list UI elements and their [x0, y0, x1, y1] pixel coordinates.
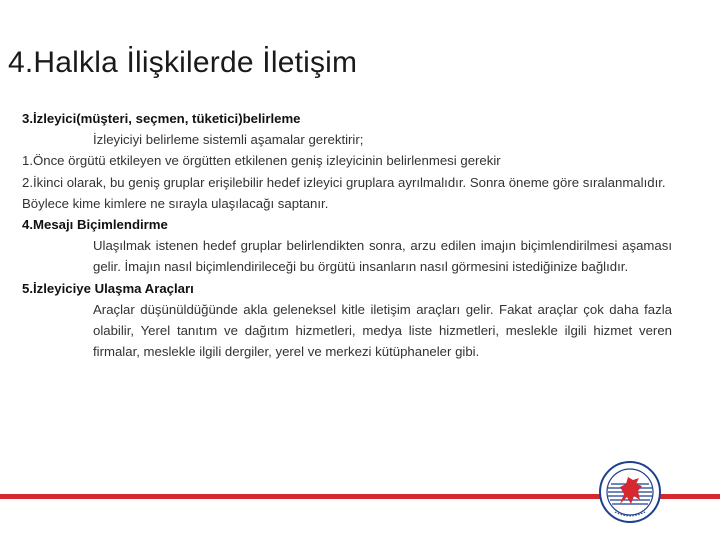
audience-step-2-text: 2.İkinci olarak, bu geniş gruplar erişilebilir hedef izleyici gruplara ayrılmalıdır. Sonra öneme göre sıralanmalıdır.: [22, 174, 666, 190]
slide-title: 4.Halkla İlişkilerde İletişim: [8, 46, 358, 80]
audience-intro-text: İzleyiciyi belirleme sistemli aşamalar gerektirir;: [93, 132, 364, 148]
university-seal-icon: [598, 460, 662, 524]
audience-conclusion-text: Böylece kime kimlere ne sırayla ulaşılacağı saptanır.: [22, 195, 329, 211]
section-heading-audience: 3.İzleyici(müşteri, seçmen, tüketici)belirleme: [22, 111, 301, 126]
audience-step-1-text: 1.Önce örgütü etkileyen ve örgütten etkilenen geniş izleyicinin belirlenmesi gerekir: [22, 153, 501, 169]
message-body-text: Ulaşılmak istenen hedef gruplar belirlendikten sonra, arzu edilen imajın biçimlendirilmesi aşaması gelir. İmajın nasıl biçimlendirileceği bu örgütü insanların nasıl görmesini istediğinize bağlıdır.: [93, 238, 672, 275]
slide-body: [22, 108, 672, 362]
section-heading-message: 4.Mesajı Biçimlendirme: [22, 217, 168, 233]
channels-body-text: Araçlar düşünüldüğünde akla geleneksel kitle iletişim araçları gelir. Fakat araçlar çok daha fazla olabilir, Yerel tanıtım ve dağıtım hizmetleri, medya liste hizmetleri, meslekle ilgili hizmet veren firmalar, meslekle ilgili dergiler, yerel ve merkezi kütüphaneler gibi.: [93, 301, 672, 360]
section-heading-channels: 5.İzleyiciye Ulaşma Araçları: [22, 280, 194, 296]
